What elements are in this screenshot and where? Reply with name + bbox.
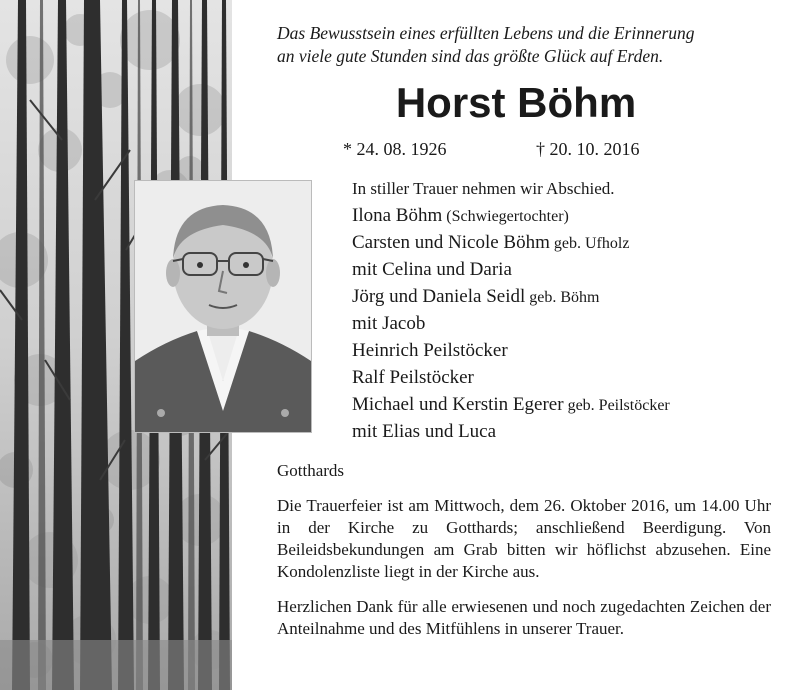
quote-line-1: Das Bewusstsein eines erfüllten Lebens und die Erinnerung xyxy=(277,23,695,43)
mourner-name: Ralf Peilstöcker xyxy=(352,367,474,388)
quote-line-2: an viele gute Stunden sind das größte Glück auf Erden. xyxy=(277,46,664,66)
mourner-note: geb. Ufholz xyxy=(549,235,630,252)
place-name: Gotthards xyxy=(277,461,345,480)
death-date: † 20. 10. 2016 xyxy=(536,139,640,159)
mourner-name: mit Jacob xyxy=(352,313,426,334)
portrait-photo xyxy=(134,180,312,433)
farewell-intro: In stiller Trauer nehmen wir Abschied. xyxy=(352,179,615,198)
funeral-paragraph: Die Trauerfeier ist am Mittwoch, dem 26. Oktober 2016, um 14.00 Uhr in der Kirche zu Gotthards; anschließend Beerdigung. Von Beileidsbekundungen am Grab bitten wir höflichst abzusehen. Eine Kondolenzliste liegt in der Kirche aus. xyxy=(277,496,771,581)
birth-date: * 24. 08. 1926 xyxy=(343,139,447,159)
mourner-row xyxy=(352,338,792,365)
mourner-note: geb. Peilstöcker xyxy=(563,397,670,414)
mourner-row xyxy=(352,257,792,284)
mourner-name: Heinrich Peilstöcker xyxy=(352,340,508,361)
mourner-row xyxy=(352,419,792,446)
mourner-note: geb. Böhm xyxy=(525,289,600,306)
thanks-paragraph: Herzlichen Dank für alle erwiesenen und noch zugedachten Zeichen der Anteilnahme und des Mitfühlens in unserer Trauer. xyxy=(277,597,771,638)
mourner-name: Michael und Kerstin Egerer xyxy=(352,394,564,415)
mourner-name: Ilona Böhm xyxy=(352,205,443,226)
mourner-name: mit Celina und Daria xyxy=(352,259,512,280)
mourner-name: Jörg und Daniela Seidl xyxy=(352,286,526,307)
mourners-list xyxy=(352,177,792,446)
mourner-row xyxy=(352,311,792,338)
mourner-row xyxy=(352,203,792,230)
deceased-name: Horst Böhm xyxy=(395,79,637,126)
mourner-name: Carsten und Nicole Böhm xyxy=(352,232,550,253)
memorial-quote xyxy=(277,22,777,68)
mourner-row xyxy=(352,284,792,311)
mourner-row xyxy=(352,392,792,419)
mourner-name: mit Elias und Luca xyxy=(352,421,497,442)
mourner-row xyxy=(352,230,792,257)
mourner-note: (Schwiegertochter) xyxy=(442,208,569,225)
mourner-row xyxy=(352,365,792,392)
